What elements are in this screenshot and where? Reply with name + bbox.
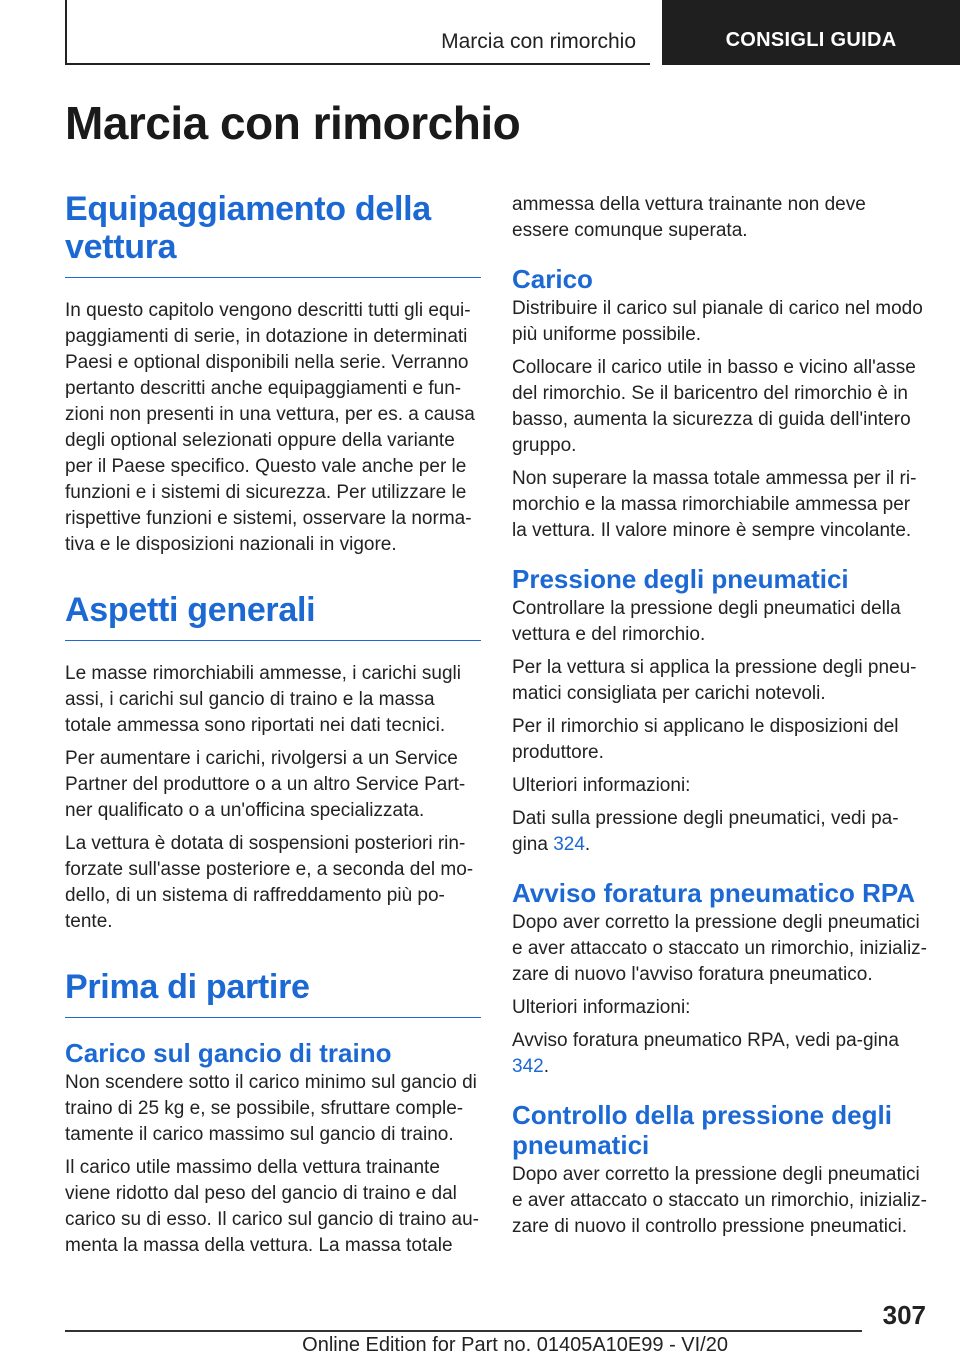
section-title-aspetti-generali: Aspetti generali: [65, 591, 481, 641]
paragraph: Per il rimorchio si applicano le disposizioni del produttore.: [512, 716, 899, 763]
edition-note: Online Edition for Part no. 01405A10E99 - VI/20: [302, 1334, 728, 1356]
paragraph: Ulteriori informazioni:: [512, 997, 691, 1018]
subsection-title-controllo: Controllo della pressione degli pneumatici: [512, 1100, 892, 1160]
subsection-title-carico: Carico: [512, 264, 593, 294]
left-column: [65, 190, 481, 1266]
paragraph: ammessa della vettura trainante non deve essere comunque superata.: [512, 194, 866, 241]
reference-text: Avviso foratura pneumatico RPA, vedi pa-gina: [512, 1030, 899, 1051]
subsection-title-carico-gancio: Carico sul gancio di traino: [65, 1038, 392, 1068]
page-link-324[interactable]: 324: [553, 834, 585, 855]
paragraph: Distribuire il carico sul pianale di carico nel modo più uniforme possibile.: [512, 298, 923, 345]
paragraph: Collocare il carico utile in basso e vicino all'asse del rimorchio. Se il baricentro del rimorchio è in basso, aumenta la sicurezza di guida dell'intero gruppo.: [512, 357, 916, 456]
paragraph: Le masse rimorchiabili ammesse, i carichi sugli assi, i carichi sul gancio di traino e la massa totale ammessa sono riportati nei dati tecnici.: [65, 663, 461, 736]
page-title: Marcia con rimorchio: [65, 97, 521, 149]
paragraph: Non scendere sotto il carico minimo sul gancio di traino di 25 kg e, se possibile, sfruttare comple-tamente il carico massimo sul gancio di traino.: [65, 1072, 477, 1145]
page-link-342[interactable]: 342: [512, 1056, 544, 1077]
chapter-tab: [662, 0, 960, 65]
paragraph: Dopo aver corretto la pressione degli pneumatici e aver attaccato o staccato un rimorchio, inizializ-zare di nuovo il controllo pressione pneumatici.: [512, 1164, 928, 1237]
subsection-title-rpa: Avviso foratura pneumatico RPA: [512, 878, 916, 908]
subsection-title-pressione: Pressione degli pneumatici: [512, 564, 849, 594]
paragraph: Controllare la pressione degli pneumatici della vettura e del rimorchio.: [512, 598, 901, 645]
paragraph: Per aumentare i carichi, rivolgersi a un Service Partner del produttore o a un altro Service Part-ner qualificato o a un'officina specializzata.: [65, 748, 466, 821]
paragraph: Ulteriori informazioni:: [512, 775, 691, 796]
section-title-prima-di-partire: Prima di partire: [65, 968, 481, 1018]
paragraph: La vettura è dotata di sospensioni posteriori rin-forzate sull'asse posteriore e, a seconda del mo-dello, di un sistema di raffreddamento più po-tente.: [65, 833, 474, 932]
header-section-name: Marcia con rimorchio: [441, 30, 636, 53]
paragraph: Il carico utile massimo della vettura trainante viene ridotto dal peso del gancio di traino e dal carico su di esso. Il carico sul gancio di traino au-menta la massa della vettura. La massa totale: [65, 1157, 479, 1256]
page-header: [0, 0, 960, 66]
paragraph: In questo capitolo vengono descritti tutti gli equi-paggiamenti di serie, in dotazione in determinati Paesi e optional disponibili nella serie. Verranno pertanto descritti anche equipaggiamenti e fun-zioni non presenti in una vettura, per es. a causa degli optional selezionati oppure della variante per il Paese specifico. Questo vale anche per le funzioni e i sistemi di sicurezza. Per utilizzare le rispettive funzioni e sistemi, osservare la norma-tiva e le disposizioni nazionali in vigore.: [65, 300, 475, 555]
chapter-label: CONSIGLI GUIDA: [725, 29, 897, 51]
reference-text: Dati sulla pressione degli pneumatici, vedi pa-gina: [512, 808, 899, 855]
paragraph: Non superare la massa totale ammessa per il ri-morchio e la massa rimorchiabile ammessa per la vettura. Il valore minore è sempre vincolante.: [512, 468, 917, 541]
paragraph: Per la vettura si applica la pressione degli pneu-matici consigliata per carichi notevoli.: [512, 657, 917, 704]
paragraph: Dopo aver corretto la pressione degli pneumatici e aver attaccato o staccato un rimorchio, inizializ-zare di nuovo l'avviso foratura pneumatico.: [512, 912, 928, 985]
section-title-equipaggiamento: Equipaggiamento della vettura: [65, 190, 481, 278]
right-column: [512, 192, 928, 1247]
paragraph: Avviso foratura pneumatico RPA, vedi pa-gina 342.: [512, 1030, 899, 1077]
header-bottom-rule: [65, 63, 650, 65]
page-number: 307: [882, 1300, 926, 1330]
paragraph: Dati sulla pressione degli pneumatici, vedi pa-gina 324.: [512, 808, 899, 855]
header-left-rule: [65, 0, 67, 64]
footer-rule: [65, 1330, 862, 1332]
